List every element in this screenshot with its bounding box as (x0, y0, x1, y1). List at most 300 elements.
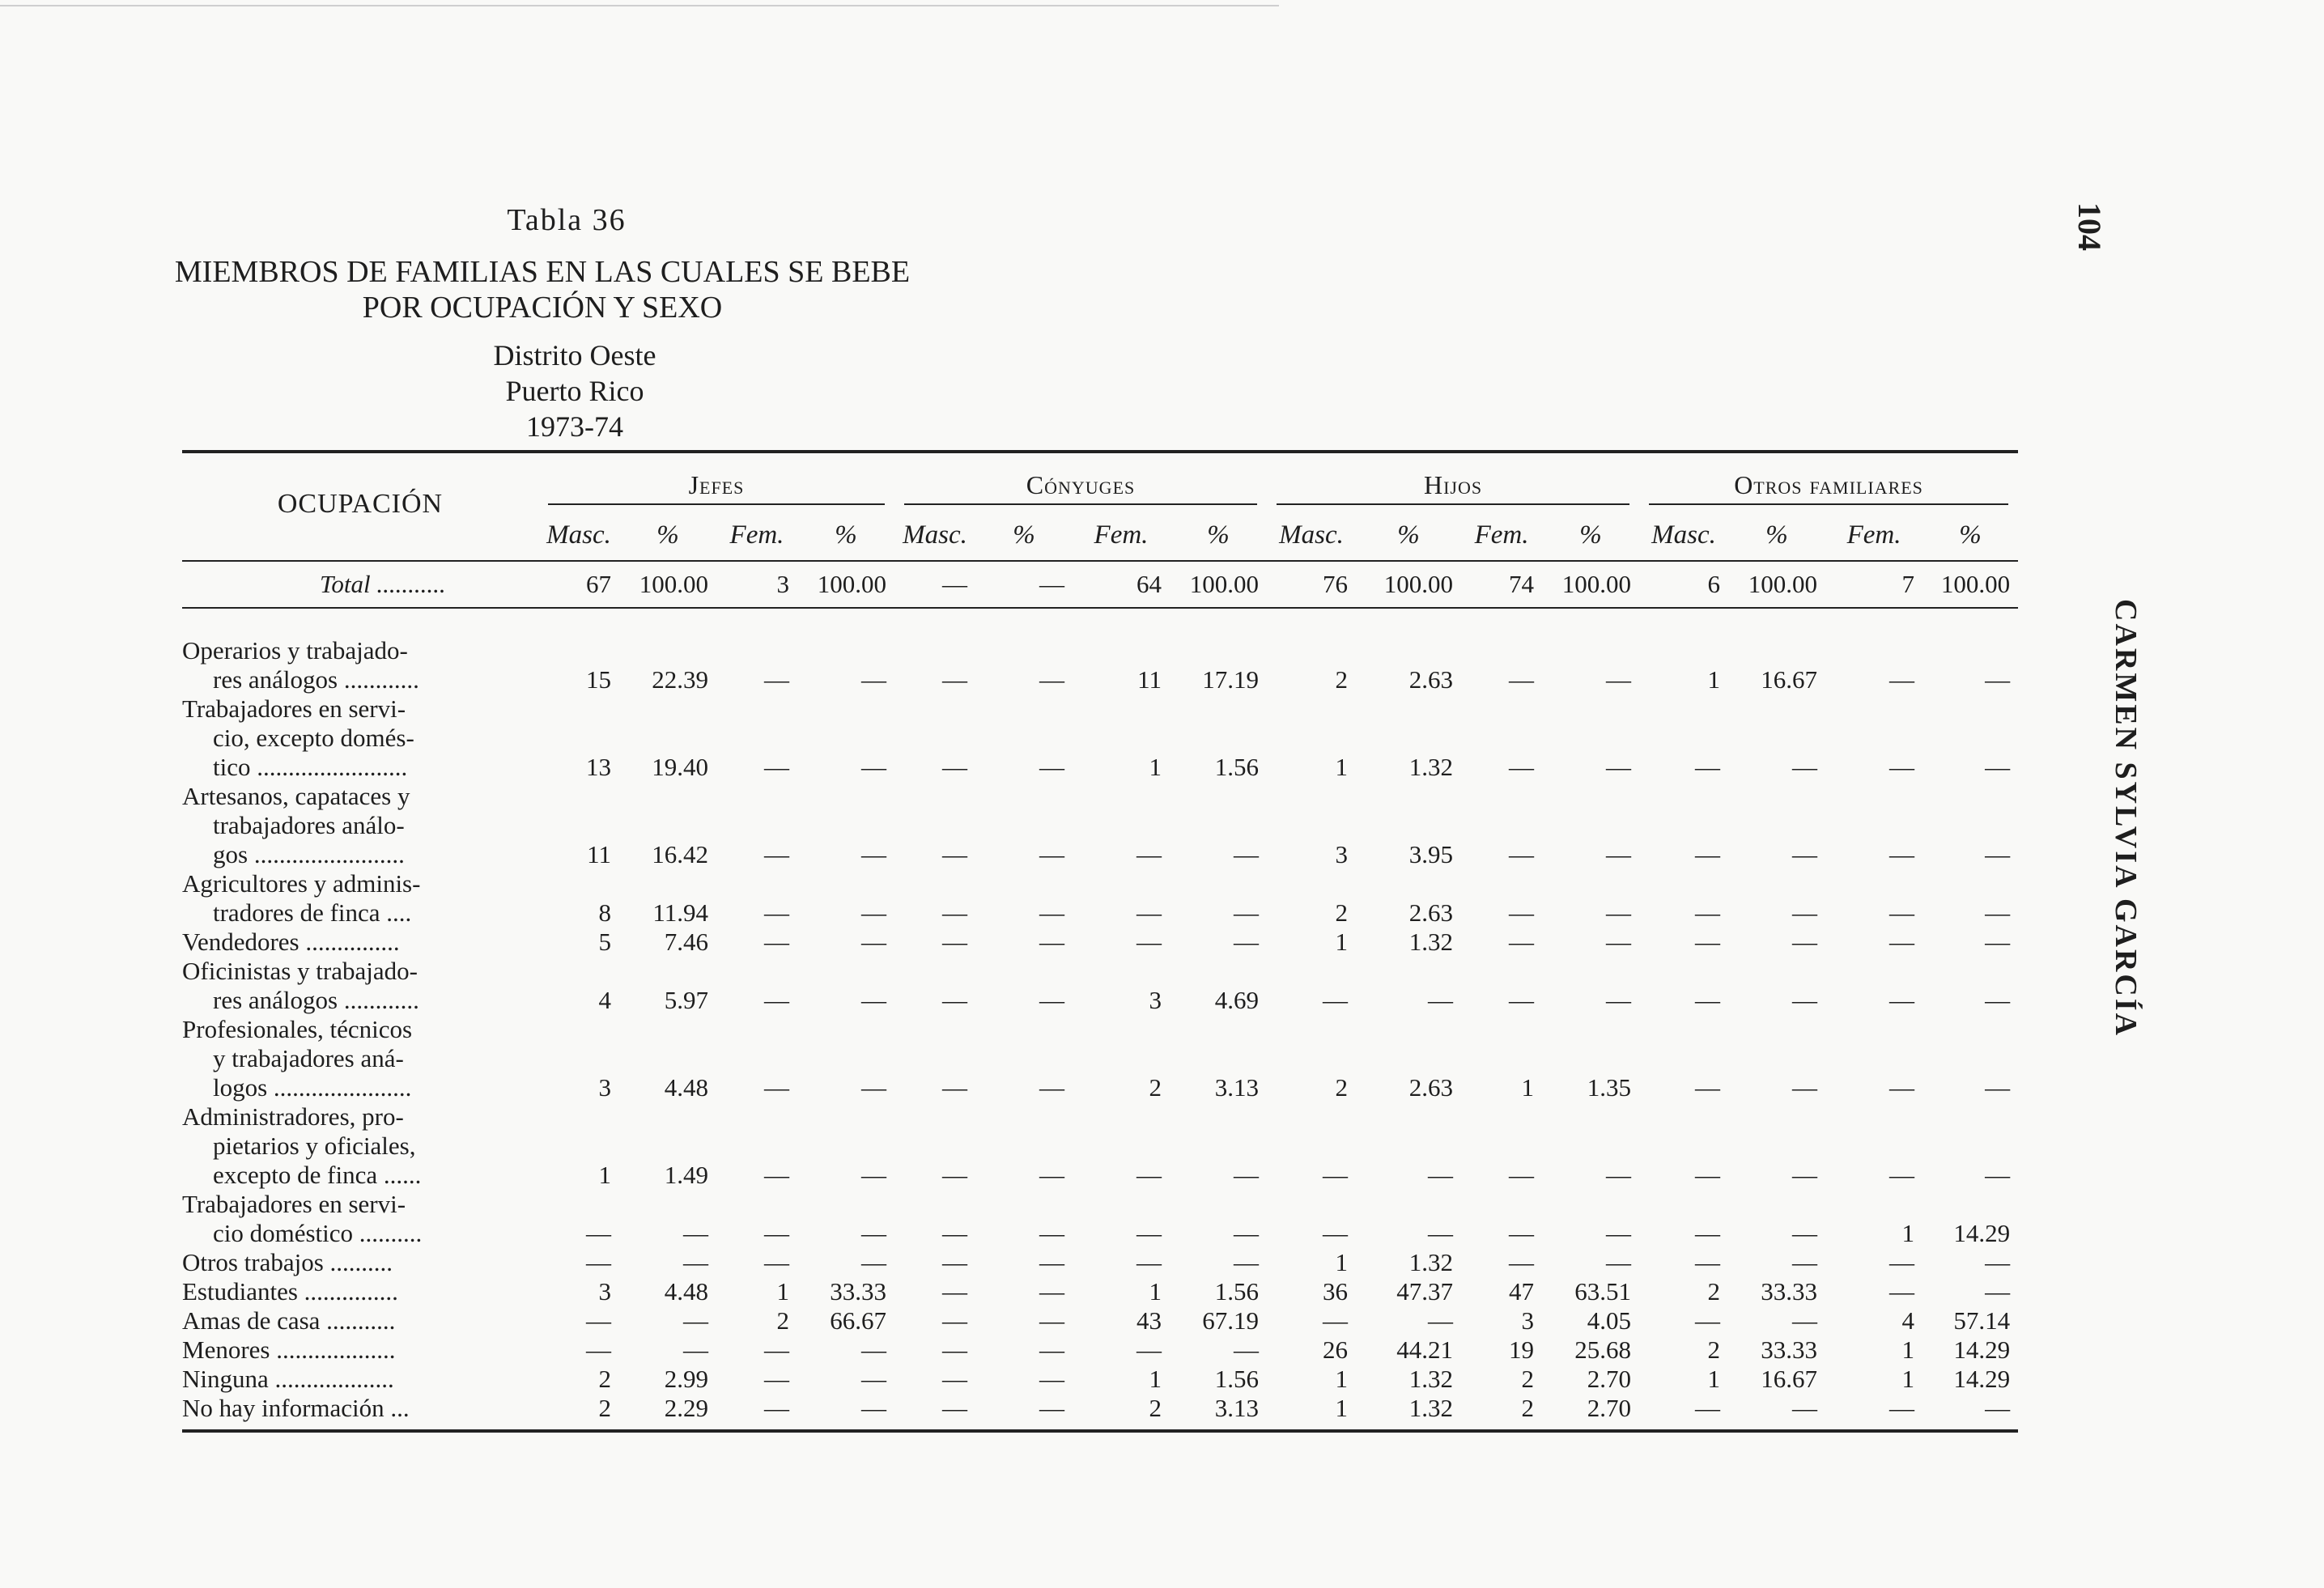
total-cell: 6 (1639, 561, 1728, 608)
table-cell: — (586, 1335, 611, 1364)
row-label-line: Artesanos, capataces y (182, 782, 410, 810)
table-cell: 2.29 (619, 1394, 716, 1431)
table-cell: 3 (1149, 986, 1162, 1014)
table-cell: — (1792, 1248, 1818, 1276)
table-cell: — (1137, 898, 1162, 927)
table-cell: 2 (1335, 898, 1349, 927)
total-cell: 64 (1073, 561, 1170, 608)
table-cell: 14.29 (1953, 1219, 2011, 1247)
table-cell: — (942, 1335, 967, 1364)
group-header-row (182, 452, 2018, 510)
row-label-line: Trabajadores en servi- (182, 694, 406, 723)
table-cell: — (1137, 1335, 1162, 1364)
table-cell: 67.19 (1202, 1306, 1260, 1335)
table-label: Tabla 36 (507, 203, 627, 237)
table-row (182, 782, 2018, 869)
table-cell: — (764, 665, 789, 694)
table-cell: — (1509, 840, 1535, 868)
table-cell: — (1509, 928, 1535, 956)
table-cell: — (1323, 1219, 1349, 1247)
table-cell: 11 (587, 840, 611, 868)
row-label-line: Oficinistas y trabajado- (182, 957, 418, 985)
table-cell: — (1985, 840, 2011, 868)
table-cell: — (1728, 1394, 1825, 1431)
table-cell: 2 (776, 1306, 789, 1335)
row-label-line: Operarios y trabajado- (182, 636, 408, 664)
table-cell: 1 (1267, 1394, 1356, 1431)
table-cell: — (1039, 1219, 1064, 1247)
table-cell: 3.13 (1170, 1394, 1267, 1431)
table-row (182, 1277, 2018, 1306)
table-cell: — (1792, 1161, 1818, 1189)
subcolumn-header: Masc. (894, 510, 975, 561)
table-cell: — (942, 665, 967, 694)
table-cell: 2.63 (1408, 665, 1454, 694)
row-label-line: Administradores, pro- (182, 1102, 404, 1131)
table-cell: 2.63 (1408, 898, 1454, 927)
table-cell: 1.56 (1214, 1365, 1260, 1393)
table-cell: 4 (598, 986, 611, 1014)
row-label (182, 1365, 538, 1394)
table-cell: — (1428, 1161, 1454, 1189)
group-header-label: Jefes (548, 470, 885, 505)
subcolumn-header: Masc. (1267, 510, 1356, 561)
subcolumn-header: Fem. (716, 510, 797, 561)
group-header-conyuges (894, 452, 1267, 510)
total-cell: 7 (1825, 561, 1923, 608)
table-cell: — (1792, 898, 1818, 927)
subcolumn-header: % (1170, 510, 1267, 561)
table-cell: 1 (1901, 1365, 1915, 1393)
table-cell: 19 (1509, 1335, 1535, 1364)
subcolumn-header: Fem. (1825, 510, 1923, 561)
table-cell: — (1985, 986, 2011, 1014)
table-row (182, 1306, 2018, 1335)
subcolumn-header: % (1356, 510, 1461, 561)
table-cell: 1 (776, 1277, 789, 1306)
table-cell: — (1606, 1219, 1632, 1247)
table-cell: — (1985, 753, 2011, 781)
table-cell: 43 (1137, 1306, 1162, 1335)
table-row (182, 957, 2018, 1015)
row-label (182, 1335, 538, 1365)
table-cell: — (764, 1161, 789, 1189)
group-header-label: Otros familiares (1649, 470, 2008, 505)
row-label (182, 782, 538, 869)
table-cell: — (1695, 1219, 1721, 1247)
table-cell: 1 (1901, 1219, 1915, 1247)
table-cell: — (861, 1073, 886, 1102)
row-label-line: Amas de casa ........... (182, 1306, 396, 1335)
table-cell: — (861, 898, 886, 927)
table-cell: 22.39 (652, 665, 708, 694)
group-header-jefes (538, 452, 894, 510)
total-cell: — (975, 561, 1073, 608)
table-cell: — (764, 986, 789, 1014)
total-cell: 100.00 (1356, 561, 1461, 608)
table-cell: — (1889, 898, 1915, 927)
table-cell: — (942, 986, 967, 1014)
table-cell: — (1985, 898, 2011, 927)
table-cell: 14.29 (1953, 1335, 2011, 1364)
table-cell: — (942, 1219, 967, 1247)
table-cell: — (1606, 928, 1632, 956)
table-cell: — (1606, 898, 1632, 927)
table-cell: — (1323, 1161, 1349, 1189)
table-cell: 1 (598, 1161, 611, 1189)
row-label-line: tico ........................ (213, 753, 408, 781)
total-label: Total ........... (182, 561, 538, 608)
group-header-label: Cónyuges (904, 470, 1257, 505)
table-cell: — (1323, 1306, 1349, 1335)
table-row (182, 694, 2018, 782)
table-cell: — (1985, 928, 2011, 956)
row-label-line: logos ...................... (213, 1073, 412, 1102)
table-cell: — (1428, 1306, 1454, 1335)
table-row (182, 1015, 2018, 1102)
running-head: CARMEN SYLVIA GARCÍA (2109, 599, 2143, 1038)
table-cell: — (861, 1248, 886, 1276)
table-cell: — (942, 840, 967, 868)
table-cell: — (1234, 1161, 1260, 1189)
table-cell: — (942, 1248, 967, 1276)
table-cell: — (764, 1219, 789, 1247)
country-label: Puerto Rico (505, 375, 644, 407)
table-cell: — (764, 753, 789, 781)
table-cell: 1.32 (1408, 1248, 1454, 1276)
table-cell: — (586, 1248, 611, 1276)
row-label-line: y trabajadores aná- (213, 1044, 404, 1072)
table-cell: — (1137, 1248, 1162, 1276)
row-label (182, 694, 538, 782)
table-cell: 4 (1901, 1306, 1915, 1335)
table-cell: — (1137, 1219, 1162, 1247)
row-label (182, 1190, 538, 1248)
table-cell: — (1137, 928, 1162, 956)
table-cell: — (764, 1248, 789, 1276)
table-cell: 1 (1335, 928, 1349, 956)
table-cell: — (716, 1394, 797, 1431)
table-cell: — (1695, 840, 1721, 868)
group-header-hijos (1267, 452, 1639, 510)
table-cell: — (1695, 928, 1721, 956)
row-label-line: Otros trabajos .......... (182, 1248, 393, 1276)
table-cell: — (1509, 986, 1535, 1014)
table-cell: 11 (1137, 665, 1162, 694)
table-cell: 11.94 (652, 898, 708, 927)
table-cell: — (1792, 1306, 1818, 1335)
table-cell: — (1695, 1248, 1721, 1276)
table-cell: — (1039, 1365, 1064, 1393)
table-row (182, 636, 2018, 694)
row-label-line: pietarios y oficiales, (213, 1132, 416, 1160)
subcolumn-header: % (1923, 510, 2018, 561)
table-cell: — (1695, 1161, 1721, 1189)
table-cell: 1.32 (1408, 753, 1454, 781)
total-cell: 74 (1461, 561, 1542, 608)
table-cell: 5 (598, 928, 611, 956)
table-cell: — (1889, 986, 1915, 1014)
table-cell: — (1792, 1219, 1818, 1247)
table-cell: — (861, 1365, 886, 1393)
table-cell: — (764, 1073, 789, 1102)
table-cell: — (942, 928, 967, 956)
table-row (182, 1102, 2018, 1190)
table-cell: 66.67 (830, 1306, 886, 1335)
table-cell: 2 (1149, 1073, 1162, 1102)
table-cell: — (1323, 986, 1349, 1014)
table-title-line2: POR OCUPACIÓN Y SEXO (362, 291, 723, 325)
table-cell: — (1889, 1073, 1915, 1102)
table-cell: 1.56 (1214, 1277, 1260, 1306)
total-cell: 100.00 (1170, 561, 1267, 608)
table-cell: 3.95 (1408, 840, 1454, 868)
total-cell: 100.00 (1923, 561, 2018, 608)
total-cell: 76 (1267, 561, 1356, 608)
table-cell: — (1923, 1394, 2018, 1431)
table-cell: — (942, 753, 967, 781)
row-label-line: Vendedores ............... (182, 928, 400, 956)
table-cell: 1 (1149, 1365, 1162, 1393)
table-cell: 3 (1521, 1306, 1535, 1335)
total-cell: 100.00 (619, 561, 716, 608)
row-label (182, 1306, 538, 1335)
table-cell: 2.63 (1408, 1073, 1454, 1102)
table-cell: 1 (1149, 753, 1162, 781)
table-cell: — (1509, 898, 1535, 927)
table-cell: — (1639, 1394, 1728, 1431)
group-header-label: Hijos (1277, 470, 1629, 505)
table-row (182, 1365, 2018, 1394)
years-label: 1973-74 (526, 410, 623, 443)
table-cell: — (861, 986, 886, 1014)
table-row (182, 1335, 2018, 1365)
table-cell: — (1039, 986, 1064, 1014)
table-cell: — (1606, 665, 1632, 694)
table-cell: 63.51 (1574, 1277, 1632, 1306)
table-cell: — (1606, 840, 1632, 868)
table-cell: — (1039, 665, 1064, 694)
table-body (182, 561, 2018, 1431)
table-row (182, 869, 2018, 928)
table-row (182, 1190, 2018, 1248)
table-cell: — (1792, 753, 1818, 781)
table-cell: 57.14 (1953, 1306, 2011, 1335)
table-cell: 1.49 (664, 1161, 708, 1189)
row-label-line: res análogos ............ (213, 986, 419, 1014)
subcolumn-header: % (619, 510, 716, 561)
table-cell: 1.35 (1587, 1073, 1632, 1102)
table-cell: 2 (1335, 1073, 1349, 1102)
subcolumn-header: % (1542, 510, 1639, 561)
table-cell: — (1695, 898, 1721, 927)
table-cell: 1 (1335, 1248, 1349, 1276)
table-cell: — (861, 753, 886, 781)
table-row (182, 1394, 2018, 1431)
table-cell: 1 (1335, 753, 1349, 781)
table-cell: — (1039, 898, 1064, 927)
table-cell: — (797, 1394, 894, 1431)
table-cell: — (894, 1394, 975, 1431)
table-cell: — (1039, 1073, 1064, 1102)
table-cell: 1 (1335, 1365, 1349, 1393)
subcolumn-header: % (1728, 510, 1825, 561)
table-cell: — (1234, 840, 1260, 868)
subcolumn-header: Masc. (538, 510, 619, 561)
table-cell: 16.67 (1761, 1365, 1818, 1393)
row-label (182, 1015, 538, 1102)
table-cell: 1.32 (1356, 1394, 1461, 1431)
table-cell: 1 (1149, 1277, 1162, 1306)
table-cell: — (942, 1365, 967, 1393)
table-title-line1: MIEMBROS DE FAMILIAS EN LAS CUALES SE BEBE (174, 255, 911, 289)
table-cell: — (1039, 928, 1064, 956)
table-cell: 3.13 (1214, 1073, 1260, 1102)
table-cell: 25.68 (1574, 1335, 1632, 1364)
table-cell: — (1039, 1335, 1064, 1364)
row-label (182, 957, 538, 1015)
row-label (182, 1394, 538, 1431)
subcolumn-header: % (975, 510, 1073, 561)
table-cell: — (1695, 1306, 1721, 1335)
table-cell: — (1039, 840, 1064, 868)
table-cell: 1 (1707, 665, 1721, 694)
table-cell: 2 (1707, 1335, 1721, 1364)
spacer-row (182, 608, 2018, 636)
table-cell: 19.40 (652, 753, 708, 781)
table-cell: 1 (1707, 1365, 1721, 1393)
page-top-edge (0, 5, 1279, 6)
table-cell: 3 (598, 1073, 611, 1102)
table-cell: — (1985, 1161, 2011, 1189)
table-cell: — (1234, 1335, 1260, 1364)
subcolumn-header: Fem. (1073, 510, 1170, 561)
table-cell: — (1889, 753, 1915, 781)
table-cell: — (1234, 898, 1260, 927)
table-cell: — (1695, 1073, 1721, 1102)
table-cell: — (586, 1219, 611, 1247)
table-cell: — (942, 1306, 967, 1335)
row-label (182, 869, 538, 928)
table-cell: — (1137, 840, 1162, 868)
total-cell: 67 (538, 561, 619, 608)
table-cell: 2 (1073, 1394, 1170, 1431)
table-cell: — (1509, 665, 1535, 694)
table-cell: — (1606, 986, 1632, 1014)
table-cell: — (1889, 928, 1915, 956)
row-label-line: No hay información ... (182, 1394, 410, 1422)
table-cell: — (1889, 1277, 1915, 1306)
table-cell: — (1039, 753, 1064, 781)
table-cell: — (1039, 1161, 1064, 1189)
table-cell: — (1606, 1161, 1632, 1189)
table-row (182, 1248, 2018, 1277)
table-cell: — (683, 1335, 708, 1364)
table-cell: — (764, 928, 789, 956)
table-cell: — (942, 1073, 967, 1102)
table-cell: 2 (1461, 1394, 1542, 1431)
district-label: Distrito Oeste (493, 339, 656, 372)
table-cell: 16.67 (1761, 665, 1818, 694)
subcolumn-header: Fem. (1461, 510, 1542, 561)
table-cell: — (1039, 1306, 1064, 1335)
table-cell: 3 (598, 1277, 611, 1306)
occupation-header: OCUPACIÓN (182, 452, 538, 561)
table-cell: — (861, 928, 886, 956)
table-cell: — (764, 1365, 789, 1393)
table-cell: 8 (598, 898, 611, 927)
table-cell: — (942, 1277, 967, 1306)
table-cell: 5.97 (664, 986, 708, 1014)
row-label-line: cio, excepto domés- (213, 724, 414, 752)
table-cell: — (1985, 1073, 2011, 1102)
table-cell: — (1825, 1394, 1923, 1431)
table-cell: 1.32 (1408, 1365, 1454, 1393)
row-label-line: tradores de finca .... (213, 898, 412, 927)
row-label-line: Estudiantes ............... (182, 1277, 398, 1306)
table-cell: — (764, 898, 789, 927)
table-cell: 2 (538, 1394, 619, 1431)
table-cell: — (1234, 928, 1260, 956)
row-label (182, 1102, 538, 1190)
subcolumn-header: % (797, 510, 894, 561)
table-cell: — (1792, 840, 1818, 868)
total-cell: 100.00 (1728, 561, 1825, 608)
total-cell: 3 (716, 561, 797, 608)
table-cell: 1.56 (1214, 753, 1260, 781)
table-cell: — (1606, 1248, 1632, 1276)
group-header-otros-familiares (1639, 452, 2018, 510)
table-cell: — (1509, 1161, 1535, 1189)
table-cell: 33.33 (1761, 1335, 1818, 1364)
row-label-line: Trabajadores en servi- (182, 1190, 406, 1218)
table-cell: — (1509, 753, 1535, 781)
table-cell: 2 (1335, 665, 1349, 694)
table-cell: — (861, 1335, 886, 1364)
table-cell: — (861, 840, 886, 868)
table-cell: — (1889, 1161, 1915, 1189)
table-cell: — (1428, 1219, 1454, 1247)
table-cell: — (683, 1306, 708, 1335)
table-row (182, 928, 2018, 957)
total-cell: — (894, 561, 975, 608)
row-label (182, 1277, 538, 1306)
table-cell: — (861, 1161, 886, 1189)
table-cell: — (1509, 1248, 1535, 1276)
table-cell: 47 (1509, 1277, 1535, 1306)
table-cell: 4.48 (664, 1277, 708, 1306)
row-label-line: res análogos ............ (213, 665, 419, 694)
table-cell: — (861, 1219, 886, 1247)
table-cell: — (1695, 986, 1721, 1014)
table-cell: — (1039, 1277, 1064, 1306)
table-cell: — (942, 1161, 967, 1189)
table-cell: — (1137, 1161, 1162, 1189)
table-cell: 1 (1901, 1335, 1915, 1364)
subcolumn-header: Masc. (1639, 510, 1728, 561)
table-cell: — (1792, 986, 1818, 1014)
table-cell: 33.33 (830, 1277, 886, 1306)
table-cell: — (1234, 1219, 1260, 1247)
row-label-line: gos ........................ (213, 840, 405, 868)
table-cell: — (1792, 1073, 1818, 1102)
page-number: 104 (2071, 202, 2108, 251)
row-label-line: Agricultores y adminis- (182, 869, 421, 898)
table-cell: 17.19 (1202, 665, 1260, 694)
table-cell: — (1792, 928, 1818, 956)
table-cell: 15 (586, 665, 611, 694)
table-cell: 1 (1521, 1073, 1535, 1102)
